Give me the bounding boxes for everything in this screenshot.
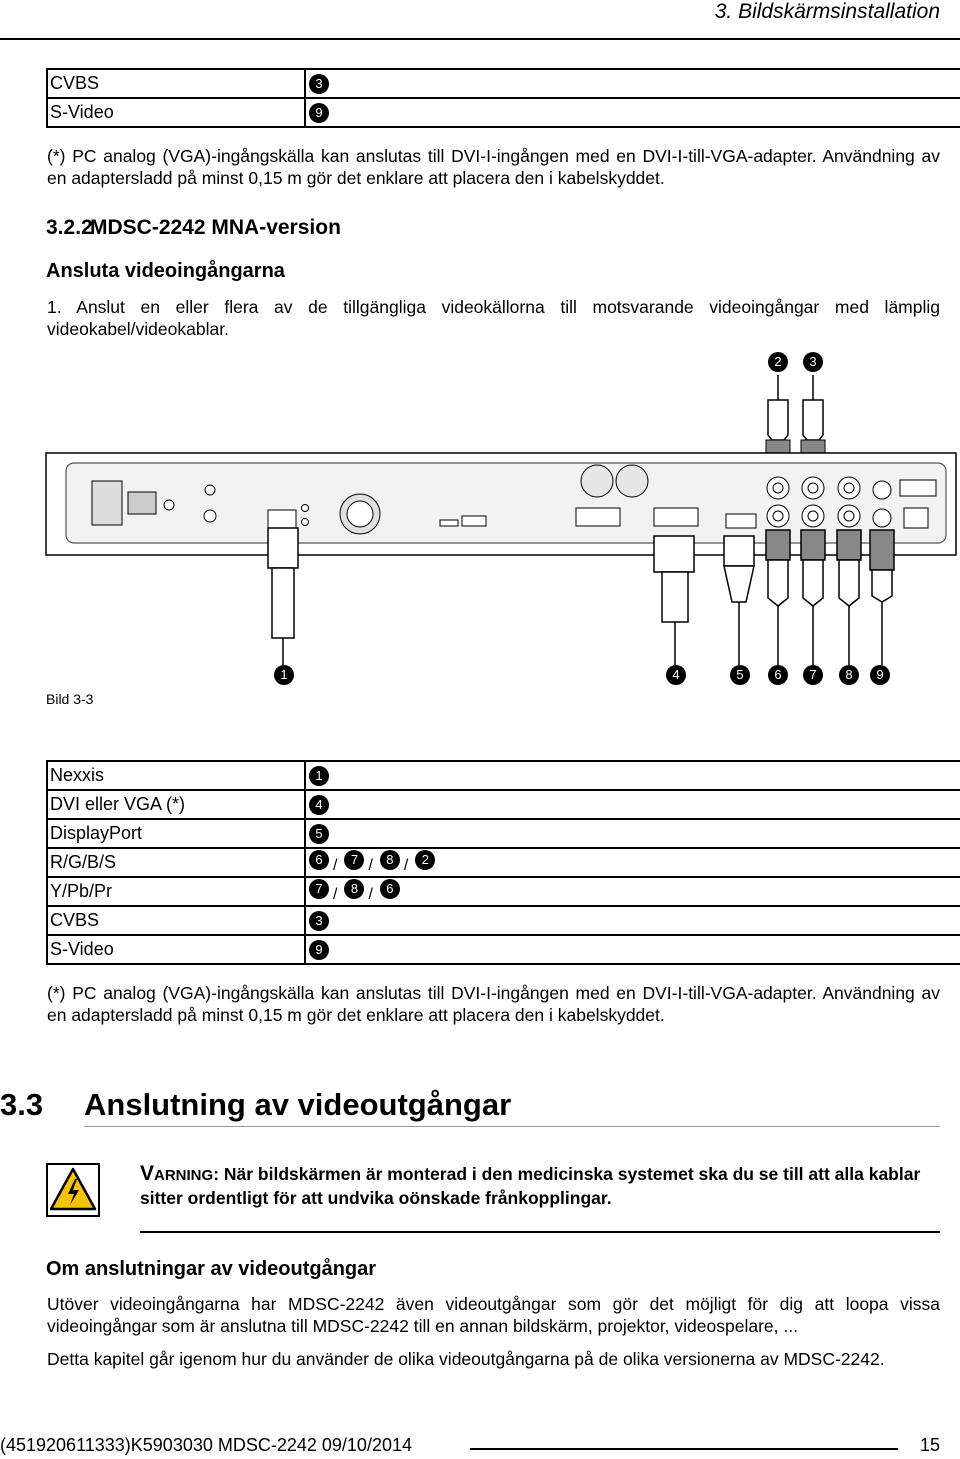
table2-refs bbox=[305, 790, 960, 819]
callout-ref: 6 bbox=[380, 879, 400, 899]
table2-label: S-Video bbox=[47, 935, 305, 964]
table2-refs bbox=[305, 935, 960, 964]
callout-ref: 1 bbox=[309, 766, 329, 786]
callout-ref: 3 bbox=[309, 911, 329, 931]
footer-doc: (451920611333)K5903030 MDSC-2242 09/10/2014 bbox=[0, 1435, 412, 1455]
callout-ref: 2 bbox=[415, 850, 435, 870]
callout-bottom-8: 8 bbox=[839, 665, 859, 685]
table1-label: CVBS bbox=[47, 69, 305, 98]
callout-ref: 4 bbox=[309, 795, 329, 815]
table2-note: (*) PC analog (VGA)-ingångskälla kan anslutas till DVI-I-ingången med en DVI-I-till-VGA-adapter. Användning av en adaptersladd på minst 0,15 m gör det enklare att placera den i kabelskyddet. bbox=[47, 983, 940, 1025]
ref-separator: / bbox=[368, 857, 373, 875]
header-rule bbox=[0, 38, 960, 40]
callout-ref: 7 bbox=[309, 879, 329, 899]
table2-refs bbox=[305, 877, 960, 906]
warning-text bbox=[140, 1163, 940, 1209]
table1-refs bbox=[305, 98, 960, 127]
footer-page: 15 bbox=[919, 1435, 940, 1455]
table-row bbox=[47, 877, 960, 906]
warning-rule bbox=[140, 1231, 940, 1233]
callout-ref: 9 bbox=[309, 103, 329, 123]
figure-caption: Bild 3-3 bbox=[46, 691, 94, 707]
table2-refs bbox=[305, 819, 960, 848]
callout-bottom-9: 9 bbox=[870, 665, 890, 685]
section33-title: Anslutning av videoutgångar bbox=[84, 1087, 512, 1122]
about-p2: Detta kapitel går igenom hur du använder de olika videoutgångarna på de olika versionerna av MDSC-2242. bbox=[47, 1349, 885, 1369]
callout-ref: 8 bbox=[380, 850, 400, 870]
table1-label: S-Video bbox=[47, 98, 305, 127]
ref-separator: / bbox=[368, 886, 373, 904]
connector-panel-figure bbox=[0, 340, 960, 712]
table2-label: DisplayPort bbox=[47, 819, 305, 848]
ref-separator: / bbox=[333, 857, 338, 875]
table-row bbox=[47, 906, 960, 935]
warning-body: : När bildskärmen är monterad i den medicinska systemet ska du se till att alla kablar sitter ordentligt för att undvika oönskade frånkopplingar. bbox=[140, 1164, 921, 1208]
about-title: Om anslutningar av videoutgångar bbox=[46, 1258, 377, 1280]
callout-top-2: 2 bbox=[768, 352, 788, 372]
footer-rule bbox=[470, 1448, 898, 1450]
section-title: MDSC-2242 MNA-version bbox=[90, 216, 341, 239]
table-row bbox=[47, 790, 960, 819]
table-row bbox=[47, 98, 960, 127]
callout-ref: 3 bbox=[309, 74, 329, 94]
warning-label-rest: ARNING bbox=[154, 1167, 214, 1184]
table-row bbox=[47, 848, 960, 877]
step-1 bbox=[47, 296, 940, 340]
ref-separator: / bbox=[333, 886, 338, 904]
callout-ref: 7 bbox=[344, 850, 364, 870]
table-row bbox=[47, 935, 960, 964]
table2-label: R/G/B/S bbox=[47, 848, 305, 877]
callout-bottom-6: 6 bbox=[768, 665, 788, 685]
callout-top-3: 3 bbox=[803, 352, 823, 372]
callout-bottom-7: 7 bbox=[803, 665, 823, 685]
callout-ref: 6 bbox=[309, 850, 329, 870]
callout-bottom-1: 1 bbox=[274, 665, 294, 685]
connector-table-2 bbox=[46, 760, 960, 965]
section33-rule bbox=[84, 1126, 940, 1127]
table2-refs bbox=[305, 906, 960, 935]
callout-bottom-4: 4 bbox=[666, 665, 686, 685]
subsection-title: Ansluta videoingångarna bbox=[46, 260, 285, 282]
table1-refs bbox=[305, 69, 960, 98]
section-number: 3.2.2 bbox=[46, 216, 93, 239]
table-row bbox=[47, 69, 960, 98]
table2-label: DVI eller VGA (*) bbox=[47, 790, 305, 819]
table1-note: (*) PC analog (VGA)-ingångskälla kan anslutas till DVI-I-ingången med en DVI-I-till-VGA-adapter. Användning av en adaptersladd på minst 0,15 m gör det enklare att placera den i kabelskyddet. bbox=[47, 146, 940, 188]
table2-label: Nexxis bbox=[47, 761, 305, 790]
table-row bbox=[47, 761, 960, 790]
section33-number: 3.3 bbox=[0, 1087, 44, 1122]
table2-label: CVBS bbox=[47, 906, 305, 935]
table2-refs bbox=[305, 848, 960, 877]
callout-ref: 5 bbox=[309, 824, 329, 844]
running-header: 3. Bildskärmsinstallation bbox=[714, 0, 940, 23]
ref-separator: / bbox=[403, 857, 409, 875]
callout-bottom-5: 5 bbox=[730, 665, 750, 685]
warning-icon bbox=[46, 1163, 100, 1217]
callout-ref: 9 bbox=[309, 940, 329, 960]
table2-label: Y/Pb/Pr bbox=[47, 877, 305, 906]
table-row bbox=[47, 819, 960, 848]
about-p1: Utöver videoingångarna har MDSC-2242 även videoutgångar som gör det möjligt för dig att loopa vissa videoingångar som är anslutna till MDSC-2242 till en annan bildskärm, projektor, videospelare, ... bbox=[47, 1294, 940, 1336]
callout-ref: 8 bbox=[344, 879, 364, 899]
step-1-text: 1. Anslut en eller flera av de tillgängliga videokällorna till motsvarande videoingångar med lämplig videokabel/videokablar. bbox=[47, 297, 940, 339]
table2-refs bbox=[305, 761, 960, 790]
warning-label-cap: V bbox=[140, 1162, 155, 1185]
connector-table-1 bbox=[46, 68, 960, 128]
